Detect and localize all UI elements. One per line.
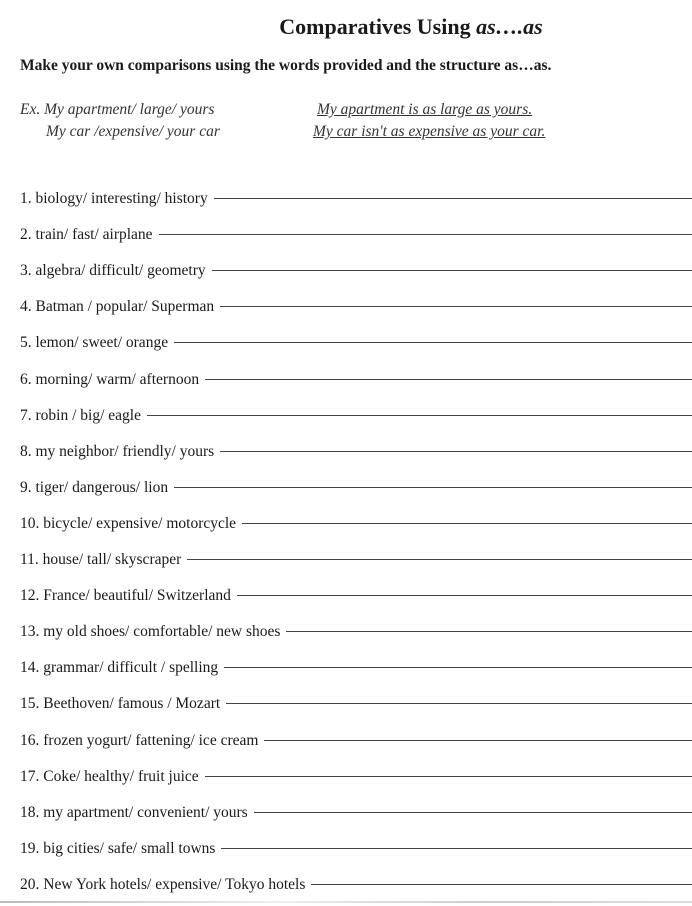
exercise-prompt: 13. my old shoes/ comfortable/ new shoes	[20, 623, 281, 641]
exercise-prompt: 4. Batman / popular/ Superman	[20, 298, 215, 316]
exercise-item	[20, 425, 692, 461]
answer-blank-line[interactable]	[242, 523, 692, 524]
exercise-item	[20, 786, 692, 822]
exercise-prompt: 18. my apartment/ convenient/ yours	[20, 803, 248, 821]
answer-blank-line[interactable]	[187, 559, 692, 560]
exercise-prompt: 19. big cities/ safe/ small towns	[20, 839, 216, 857]
answer-blank-line[interactable]	[205, 379, 692, 380]
exercise-item	[20, 750, 692, 786]
title-main: Comparatives Using	[279, 14, 477, 39]
exercise-prompt: 5. lemon/ sweet/ orange	[20, 334, 169, 352]
exercise-item	[20, 713, 692, 749]
exercise-item	[20, 352, 692, 388]
exercise-item	[20, 605, 692, 641]
answer-blank-line[interactable]	[264, 740, 692, 741]
exercise-item	[20, 822, 692, 858]
answer-blank-line[interactable]	[212, 270, 692, 271]
answer-blank-line[interactable]	[254, 812, 692, 813]
exercise-item	[20, 858, 692, 894]
exercise-prompt: 1. biology/ interesting/ history	[20, 190, 208, 208]
answer-blank-line[interactable]	[220, 306, 692, 307]
answer-blank-line[interactable]	[147, 415, 692, 416]
exercise-prompt: 7. robin / big/ eagle	[20, 406, 141, 424]
answer-blank-line[interactable]	[311, 884, 692, 885]
exercise-prompt: 3. algebra/ difficult/ geometry	[20, 262, 206, 280]
exercise-item	[20, 461, 692, 497]
exercise-item	[20, 497, 692, 533]
example-prompt: Ex. My apartment/ large/ yours	[20, 101, 215, 118]
example-answer: My apartment is as large as yours.	[317, 101, 533, 118]
exercise-prompt: 8. my neighbor/ friendly/ yours	[20, 442, 215, 460]
exercise-prompt: 2. train/ fast/ airplane	[20, 226, 153, 244]
exercise-item	[20, 641, 692, 677]
answer-blank-line[interactable]	[224, 667, 692, 668]
exercise-item	[20, 316, 692, 352]
instructions: Make your own comparisons using the words provided and the structure as…as.	[20, 57, 552, 74]
exercise-item	[20, 172, 692, 208]
page-title	[0, 14, 692, 40]
exercise-list	[20, 172, 692, 894]
answer-blank-line[interactable]	[159, 234, 692, 235]
example-prompt: My car /expensive/ your car	[46, 123, 220, 140]
bottom-divider	[0, 901, 692, 903]
exercise-prompt: 14. grammar/ difficult / spelling	[20, 659, 219, 677]
exercise-prompt: 20. New York hotels/ expensive/ Tokyo hotels	[20, 875, 306, 893]
exercise-item	[20, 244, 692, 280]
exercise-item	[20, 389, 692, 425]
answer-blank-line[interactable]	[221, 848, 692, 849]
exercise-prompt: 6. morning/ warm/ afternoon	[20, 370, 200, 388]
answer-blank-line[interactable]	[226, 703, 692, 704]
exercise-item	[20, 280, 692, 316]
exercise-prompt: 9. tiger/ dangerous/ lion	[20, 478, 169, 496]
exercise-prompt: 11. house/ tall/ skyscraper	[20, 551, 182, 569]
exercise-prompt: 15. Beethoven/ famous / Mozart	[20, 695, 221, 713]
example-answer: My car isn't as expensive as your car.	[313, 123, 546, 140]
answer-blank-line[interactable]	[214, 198, 692, 199]
exercise-item	[20, 569, 692, 605]
exercise-prompt: 16. frozen yogurt/ fattening/ ice cream	[20, 731, 259, 749]
answer-blank-line[interactable]	[174, 487, 692, 488]
exercise-prompt: 12. France/ beautiful/ Switzerland	[20, 587, 231, 605]
answer-blank-line[interactable]	[237, 595, 692, 596]
title-italic: as….as	[476, 14, 543, 39]
exercise-item	[20, 208, 692, 244]
answer-blank-line[interactable]	[174, 342, 692, 343]
answer-blank-line[interactable]	[286, 631, 692, 632]
exercise-item	[20, 677, 692, 713]
exercise-prompt: 17. Coke/ healthy/ fruit juice	[20, 767, 199, 785]
answer-blank-line[interactable]	[220, 451, 692, 452]
exercise-prompt: 10. bicycle/ expensive/ motorcycle	[20, 514, 237, 532]
exercise-item	[20, 533, 692, 569]
answer-blank-line[interactable]	[205, 776, 692, 777]
